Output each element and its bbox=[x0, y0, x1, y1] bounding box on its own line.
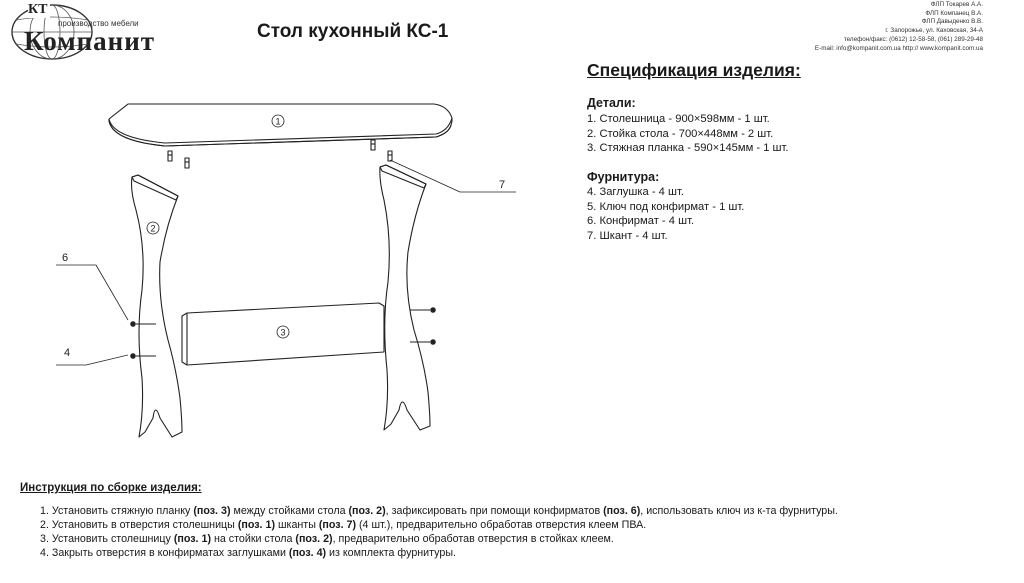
step-text: , предварительно обработав отверстия в стойках клеем. bbox=[332, 533, 614, 545]
part-marker: 1 bbox=[275, 116, 281, 127]
list-item: 5. Ключ под конфирмат - 1 шт. bbox=[587, 200, 745, 213]
callout-label: 4 bbox=[64, 347, 71, 359]
step-text: 1. Установить стяжную планку bbox=[40, 505, 194, 517]
instruction-step bbox=[40, 504, 838, 518]
company-line: г. Запорожье, ул. Каховская, 34-А bbox=[885, 27, 983, 35]
list-item: 7. Шкант - 4 шт. bbox=[587, 229, 668, 242]
company-line: ФЛП Токарев А.А. bbox=[930, 1, 983, 8]
company-line: ФЛП Давыденко В.В. bbox=[921, 18, 983, 26]
logo-badge: КТ bbox=[28, 2, 48, 17]
list-item: 6. Конфирмат - 4 шт. bbox=[587, 215, 695, 227]
left-leg-part bbox=[132, 175, 183, 437]
right-leg-part bbox=[380, 165, 430, 430]
company-line: ФЛП Компанец В.А. bbox=[925, 9, 983, 17]
step-text: , зафиксировать при помощи конфирматов bbox=[385, 505, 604, 517]
list-item: 4. Заглушка - 4 шт. bbox=[587, 186, 684, 198]
step-text: , использовать ключ из к-та фурнитуры. bbox=[640, 505, 838, 517]
company-info bbox=[815, 1, 983, 53]
fittings-heading: Фурнитура: bbox=[587, 170, 660, 184]
position-ref: (поз. 2) bbox=[348, 505, 386, 517]
step-text: из комплекта фурнитуры. bbox=[326, 547, 456, 559]
list-item: 2. Стойка стола - 700×448мм - 2 шт. bbox=[587, 127, 774, 140]
fittings-list bbox=[587, 185, 744, 243]
instruction-step bbox=[40, 532, 838, 546]
callout-label: 6 bbox=[62, 252, 69, 264]
part-marker: 3 bbox=[280, 327, 286, 338]
details-list bbox=[587, 112, 789, 156]
instructions-title: Инструкция по сборке изделия: bbox=[20, 482, 202, 494]
step-text: на стойки стола bbox=[211, 533, 296, 545]
position-ref: (поз. 7) bbox=[318, 519, 357, 531]
position-ref: (поз. 2) bbox=[295, 533, 333, 545]
position-ref: (поз. 4) bbox=[288, 547, 327, 559]
instructions-list bbox=[40, 504, 838, 560]
instruction-step bbox=[40, 518, 838, 532]
step-text: 2. Установить в отверстия столешницы bbox=[40, 519, 238, 531]
step-text: 3. Установить столешницу bbox=[40, 533, 174, 545]
leader-line-6 bbox=[56, 265, 128, 320]
logo-tagline: производство мебели bbox=[58, 19, 139, 28]
step-text: 4. Закрыть отверстия в конфирматах заглушками bbox=[40, 547, 289, 559]
logo-name: Компанит bbox=[24, 26, 156, 56]
position-ref: (поз. 3) bbox=[193, 505, 231, 517]
spec-title: Спецификация изделия: bbox=[587, 60, 801, 80]
position-ref: (поз. 1) bbox=[173, 533, 211, 545]
part-marker: 2 bbox=[150, 223, 156, 234]
position-ref: (поз. 6) bbox=[603, 505, 641, 517]
callout-label: 7 bbox=[499, 179, 506, 191]
list-item: 3. Стяжная планка - 590×145мм - 1 шт. bbox=[587, 142, 789, 154]
page-title: Стол кухонный КС-1 bbox=[257, 21, 449, 42]
step-text: шканты bbox=[275, 519, 319, 531]
step-text: (4 шт.), предварительно обработав отверстия клеем ПВА. bbox=[356, 519, 647, 531]
details-heading: Детали: bbox=[587, 96, 636, 110]
assembly-drawing bbox=[0, 90, 560, 450]
instruction-step bbox=[40, 546, 838, 560]
step-text: между стойками стола bbox=[230, 505, 349, 517]
list-item: 1. Столешница - 900×598мм - 1 шт. bbox=[587, 113, 770, 125]
company-line: телефон/факс: (0612) 12-58-58, (061) 289-29-48 bbox=[843, 35, 983, 43]
company-line: E-mail: info@kompanit.com.ua http:// www.kompanit.com.ua bbox=[814, 44, 983, 52]
position-ref: (поз. 1) bbox=[237, 519, 275, 531]
